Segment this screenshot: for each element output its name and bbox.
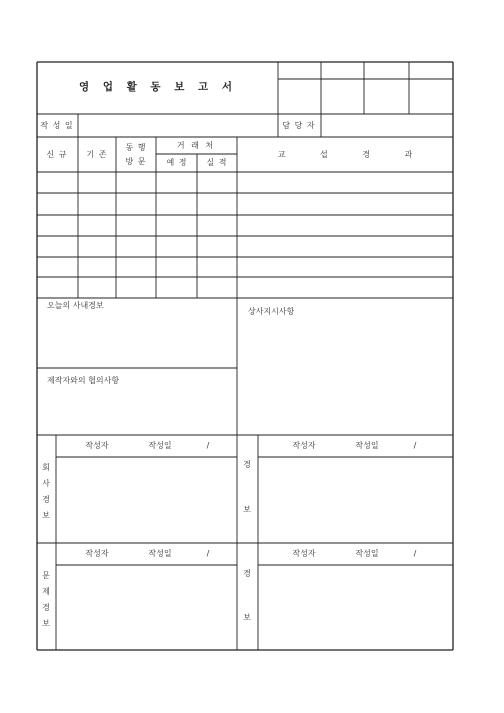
form-title: 영 업 활 동 보 고 서 — [79, 80, 237, 93]
author-label: 작성자 — [85, 441, 109, 450]
date-label: 작 성 일 — [40, 121, 74, 130]
report-right-label-top-2: 경 — [243, 569, 251, 578]
report-right-label-bottom: 보 — [243, 505, 251, 514]
author-label-right-2: 작성자 — [292, 549, 316, 558]
written-date-label-right: 작성일 — [355, 441, 379, 450]
date-slash: / — [206, 441, 210, 450]
company-info-label: 오늘의 사내경보 — [47, 301, 104, 310]
manager-field[interactable] — [322, 115, 452, 136]
col-client-header: 거 래 처 — [176, 141, 216, 150]
report-right-label-top: 경 — [243, 460, 251, 469]
manager-label: 담 당 자 — [282, 121, 316, 130]
written-date-label-2: 작성일 — [148, 549, 172, 558]
written-date-label: 작성일 — [148, 441, 172, 450]
col-new-header: 신 규 — [46, 150, 68, 159]
col-visit-header-1: 동 행 — [125, 143, 147, 152]
producer-consultation-label: 제작자와의 협의사항 — [47, 376, 120, 385]
company-report-label: 회사경보 — [42, 463, 50, 520]
col-actual-header: 실 적 — [206, 158, 228, 167]
col-progress-header: 교 섭 경 과 — [277, 150, 413, 159]
date-slash-right: / — [413, 441, 417, 450]
author-label-2: 작성자 — [85, 549, 109, 558]
problem-report-label: 문제경보 — [42, 571, 50, 628]
author-label-right: 작성자 — [292, 441, 316, 450]
col-plan-header: 예 정 — [166, 158, 188, 167]
date-slash-2: / — [206, 549, 210, 558]
col-visit-header-2: 방 문 — [125, 157, 147, 166]
report-right-label-bottom-2: 보 — [243, 613, 251, 622]
date-field[interactable] — [79, 115, 277, 136]
supervisor-instructions-label: 상사지시사항 — [248, 307, 295, 316]
col-existing-header: 기 존 — [86, 150, 108, 159]
date-slash-right-2: / — [413, 549, 417, 558]
written-date-label-right-2: 작성일 — [355, 549, 379, 558]
